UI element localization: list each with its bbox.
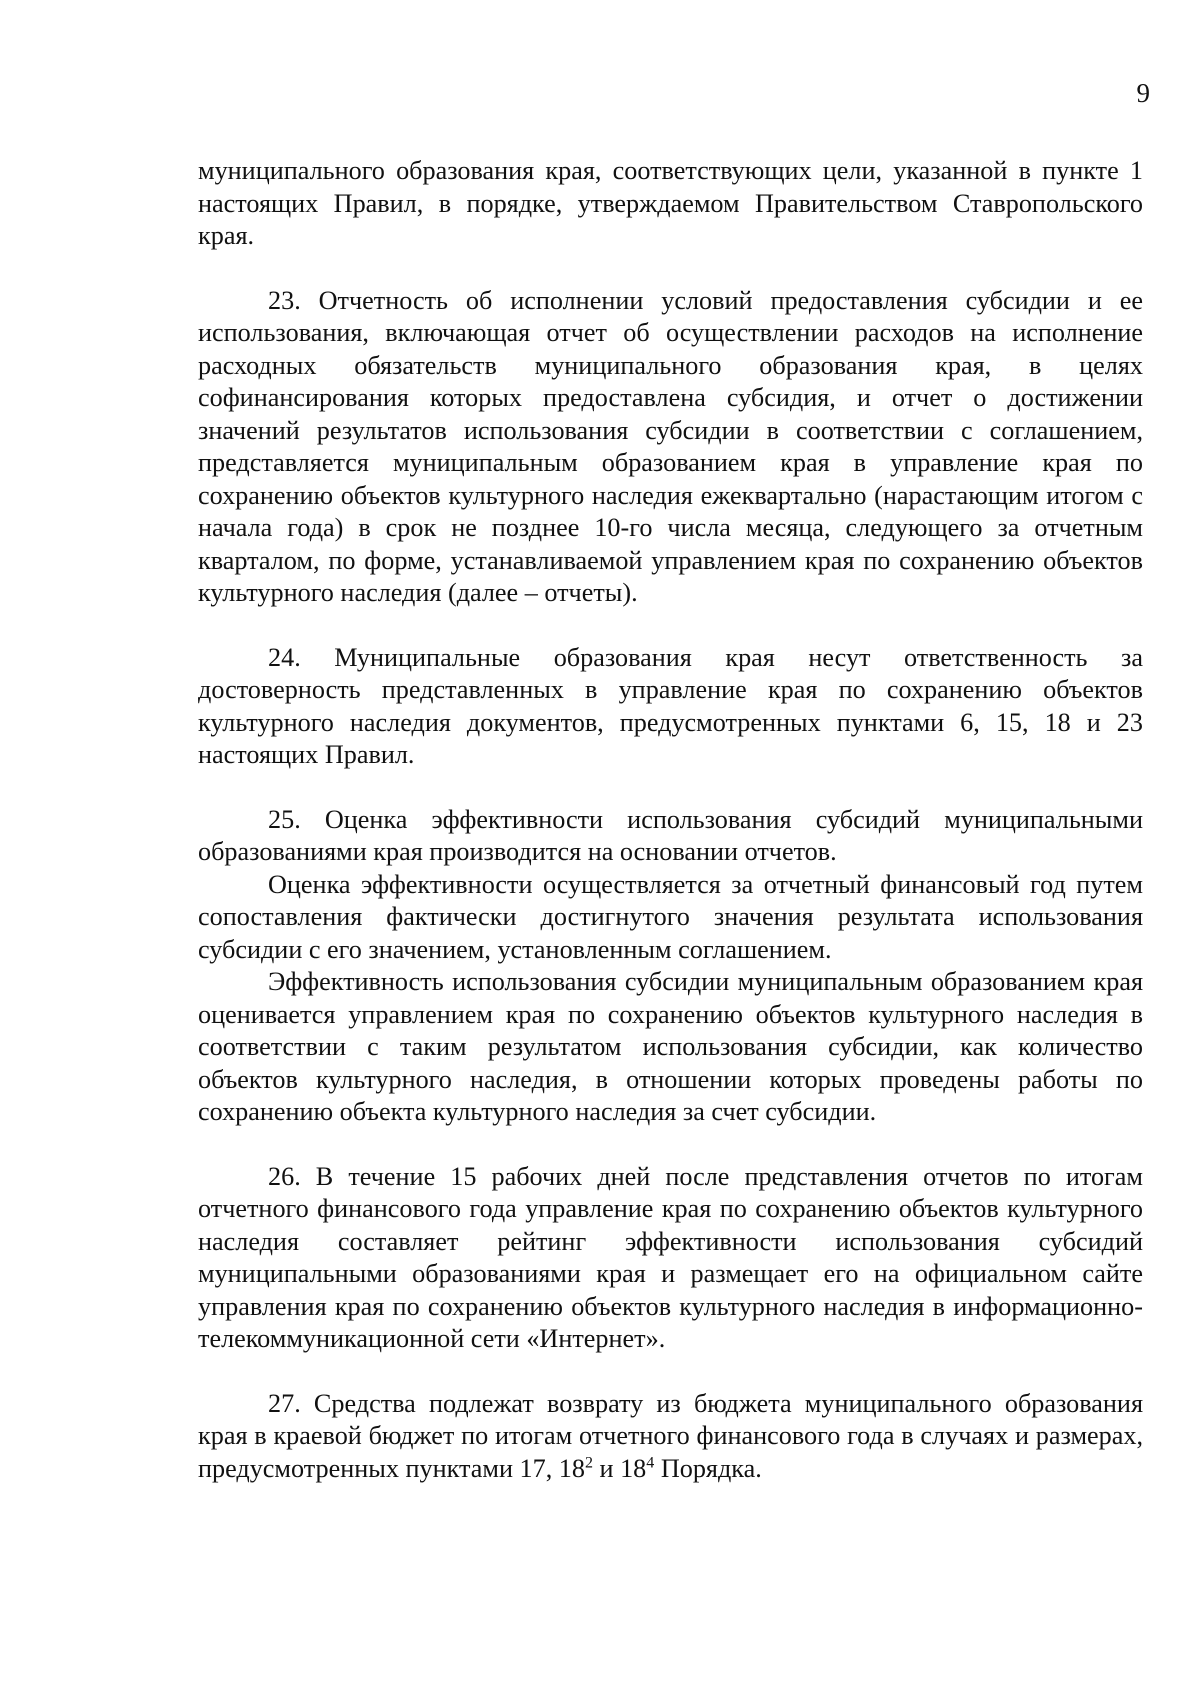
superscript-2: 2 [584,1453,593,1471]
paragraph-27-text-before: 27. Средства подлежат возврату из бюджета муниципального образования края в краевой бюджет по итогам отчетного финансового года в случаях и размерах, предусмотренных пунктами 17, 18 [198,1388,1143,1483]
paragraph-24: 24. Муниципальные образования края несут ответственность за достоверность представленных в управление края по сохранению объектов культурного наследия документов, предусмотренных пунктами 6, 15, 18 и 23 настоящих Правил. [198,642,1143,769]
paragraph-25: 25. Оценка эффективности использования субсидий муниципальными образованиями края производится на основании отчетов. [198,804,1143,866]
paragraph-27-text-after: Порядка. [654,1453,762,1483]
document-body [198,155,1143,1485]
paragraph-25-evaluation-criteria: Эффективность использования субсидии муниципальным образованием края оценивается управлением края по сохранению объектов культурного наследия в соответствии с таким результатом использования субсидии, как количество объектов культурного наследия, в отношении которых проведены работы по сохранению объекта культурного наследия за счет субсидии. [198,967,1143,1126]
paragraph-25-evaluation-period: Оценка эффективности осуществляется за отчетный финансовый год путем сопоставления фактически достигнутого значения результата использования субсидии с его значением, установленным соглашением. [198,869,1143,964]
paragraph-27-text-middle: и 18 [592,1453,647,1483]
paragraph-26: 26. В течение 15 рабочих дней после представления отчетов по итогам отчетного финансового года управление края по сохранению объектов культурного наследия составляет рейтинг эффективности использования субсидий муниципальными образованиями края и размещает его на официальном сайте управления края по сохранению объектов культурного наследия в информационно-телекоммуникационной сети «Интернет». [198,1161,1143,1353]
page-number: 9 [1136,78,1150,108]
paragraph-27 [198,1388,1143,1486]
paragraph-22-continuation: муниципального образования края, соответствующих цели, указанной в пункте 1 настоящих Правил, в порядке, утверждаемом Правительством Ставропольского края. [198,156,1143,250]
paragraph-23: 23. Отчетность об исполнении условий предоставления субсидии и ее использования, включающая отчет об осуществлении расходов на исполнение расходных обязательств муниципального образования края, в целях софинансирования которых предоставлена субсидия, и отчет о достижении значений результатов использования субсидии в соответствии с соглашением, представляется муниципальным образованием края в управление края по сохранению объектов культурного наследия ежеквартально (нарастающим итогом с начала года) в срок не позднее 10-го числа месяца, следующего за отчетным кварталом, по форме, устанавливаемой управлением края по сохранению объектов культурного наследия (далее – отчеты). [198,285,1143,607]
superscript-4: 4 [646,1453,655,1471]
